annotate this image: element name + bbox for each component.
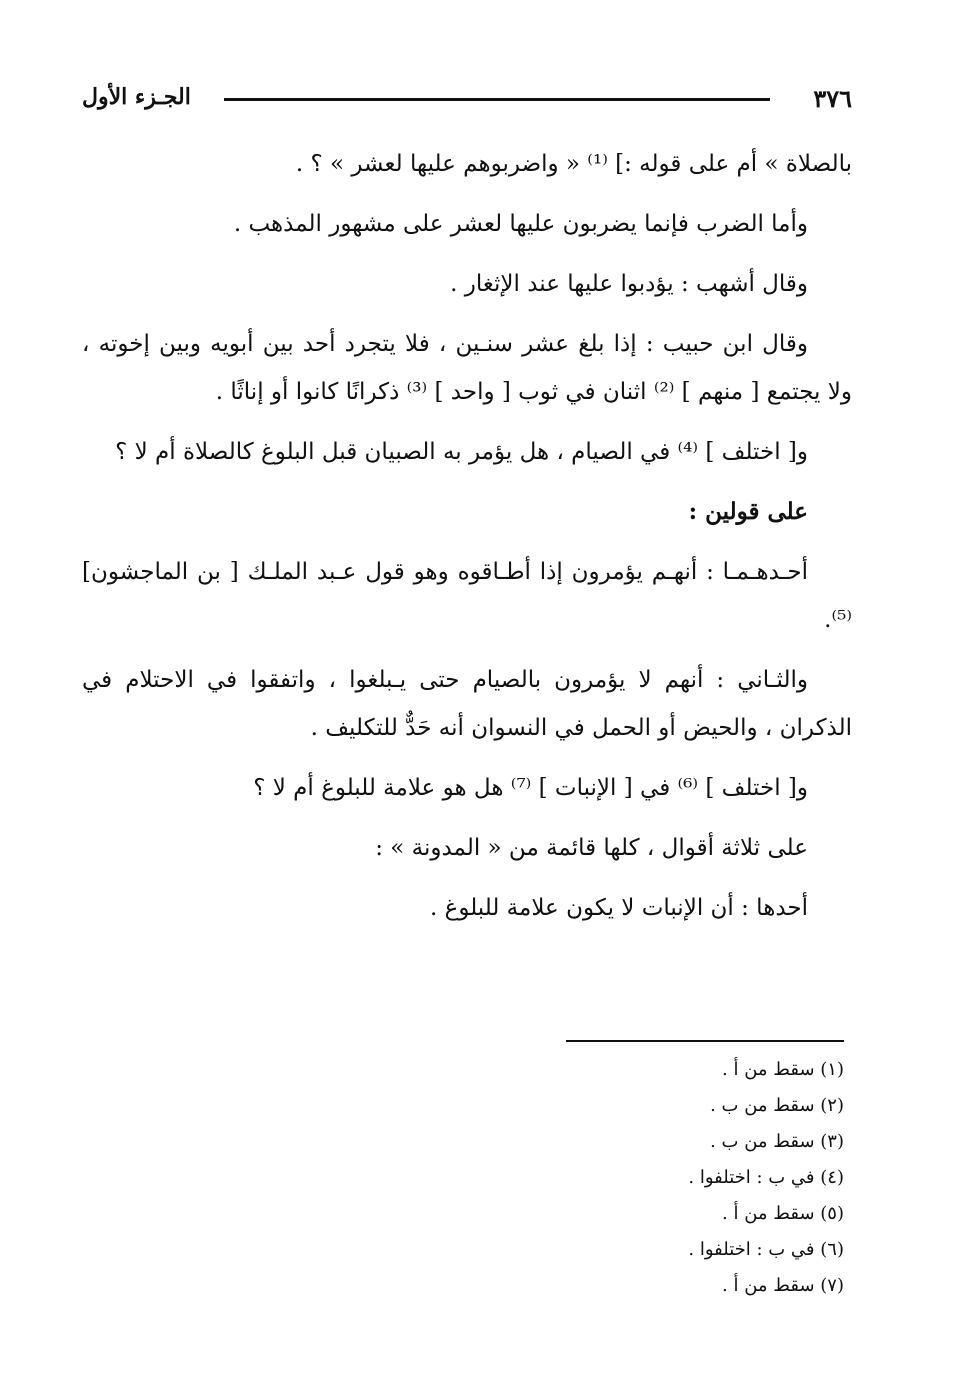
paragraph: و[ اختلف ] ⁽⁶⁾ في [ الإنبات ] ⁽⁷⁾ هل هو علامة للبلوغ أم لا ؟ bbox=[253, 775, 808, 801]
part-title: الجـزء الأول bbox=[82, 84, 191, 110]
paragraph: بالصلاة » أم على قوله :] ⁽¹⁾ « واضربوهم عليها لعشر » ؟ . bbox=[295, 151, 852, 177]
paragraph: والثـاني : أنهم لا يؤمرون بالصيام حتى يـبلغوا ، واتفقوا في الاحتلام في الذكران ، والحيض أو الحمل في النسوان أنه حَدٌّ للتكليف . bbox=[82, 667, 852, 741]
paragraph: و[ اختلف ] ⁽⁴⁾ في الصيام ، هل يؤمر به الصبيان قبل البلوغ كالصلاة أم لا ؟ bbox=[115, 439, 808, 465]
paragraph: على قولين : bbox=[688, 498, 808, 525]
footnotes bbox=[444, 1052, 844, 1304]
paragraph: على ثلاثة أقوال ، كلها قائمة من « المدونة » : bbox=[375, 835, 808, 861]
footnote: (٤) في ب : اختلفوا . bbox=[688, 1167, 844, 1188]
footnote: (١) سقط من أ . bbox=[722, 1059, 844, 1080]
main-text bbox=[82, 140, 852, 944]
header-rule bbox=[224, 98, 770, 101]
paragraph: وأما الضرب فإنما يضربون عليها لعشر على مشهور المذهب . bbox=[233, 211, 808, 237]
page-header bbox=[82, 84, 852, 118]
paragraph: وقال أشهب : يؤدبوا عليها عند الإثغار . bbox=[450, 271, 808, 297]
footnote: (٣) سقط من ب . bbox=[710, 1131, 844, 1152]
footnote: (٧) سقط من أ . bbox=[722, 1275, 844, 1296]
paragraph: وقال ابن حبيب : إذا بلغ عشر سنـين ، فلا يتجرد أحد بين أبويه وبين إخوته ، ولا يجتمع [ منهم ] ⁽²⁾ اثنان في ثوب [ واحد ] ⁽³⁾ ذكرانًا كانوا أو إناثًا . bbox=[82, 331, 852, 405]
paragraph: أحـدهـمـا : أنهـم يؤمرون إذا أطـاقوه وهو قول عـبد الملـك [ بن الماجشون]⁽⁵⁾. bbox=[82, 559, 852, 633]
page-number: ٣٧٦ bbox=[813, 84, 852, 113]
footnote: (٦) في ب : اختلفوا . bbox=[688, 1239, 844, 1260]
footnote: (٢) سقط من ب . bbox=[710, 1095, 844, 1116]
paragraph: أحدها : أن الإنبات لا يكون علامة للبلوغ . bbox=[429, 895, 808, 921]
footnote: (٥) سقط من أ . bbox=[722, 1203, 844, 1224]
footnote-rule bbox=[566, 1040, 844, 1042]
